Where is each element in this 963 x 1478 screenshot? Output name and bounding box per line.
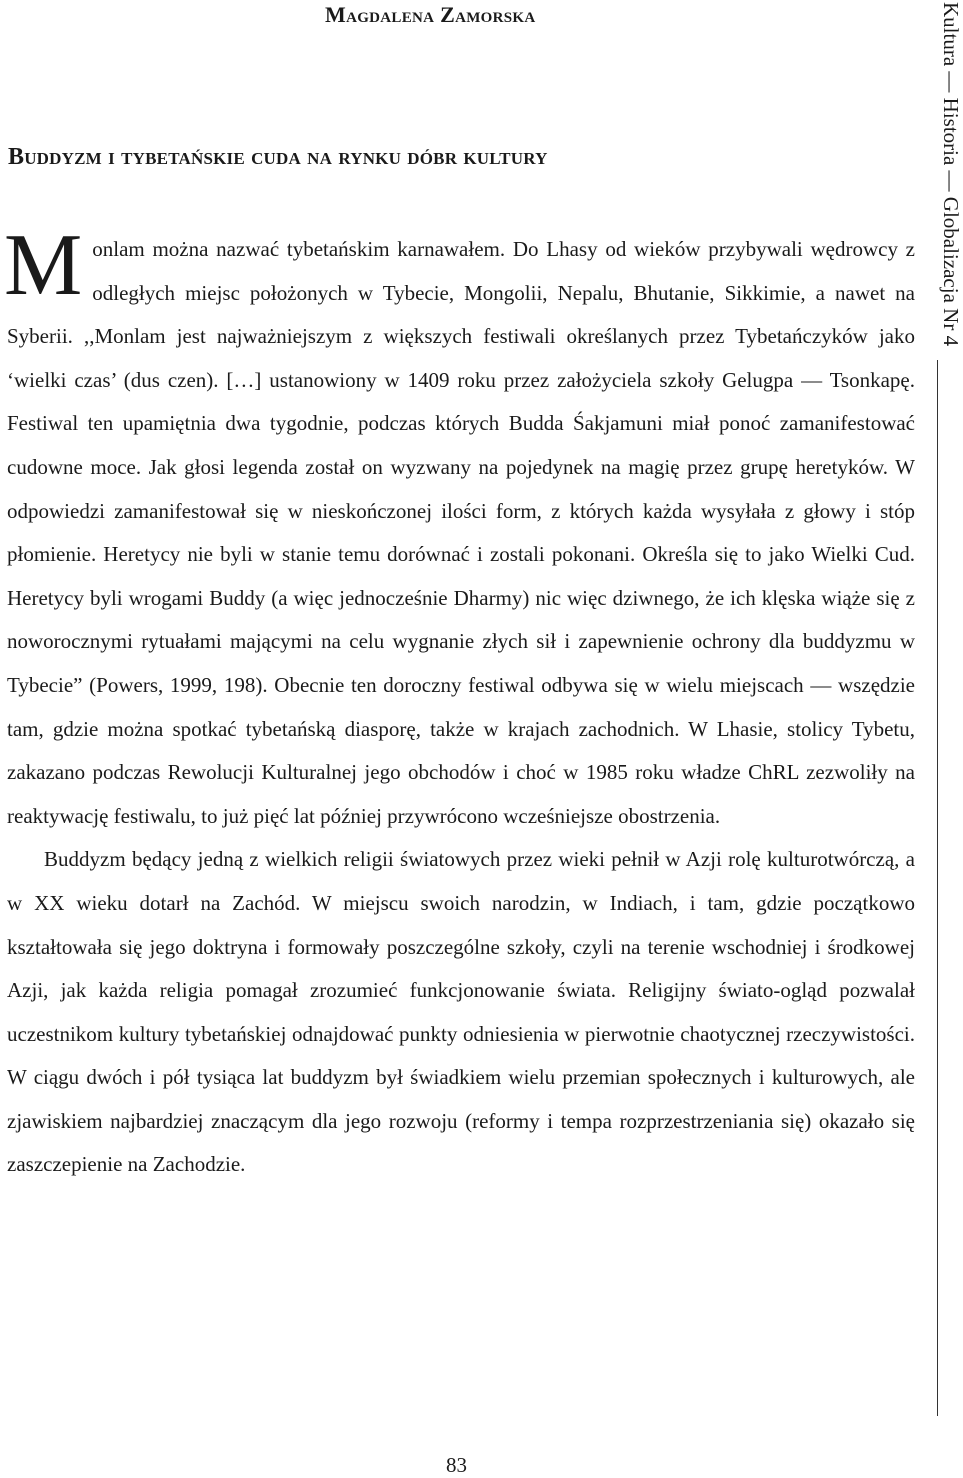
article-body [4, 217, 915, 1187]
sidebar-rule [937, 360, 938, 1416]
paragraph-2: Buddyzm będący jedną z wielkich religii światowych przez wieki pełnił w Azji rolę kulturotwórczą, a w XX wieku dotarł na Zachód. W miejscu swoich narodzin, w Indiach, i tam, gdzie początkowo kształtowała się jego doktryna i formowały poszczególne szkoły, czyli na terenie wschodniej i środkowej Azji, jak każda religia pomagał zrozumieć funkcjonowanie świata. Religijny świato-ogląd pozwalał uczestnikom kultury tybetańskiej odnajdować punkty odniesienia w pierwotnie chaotycznej rzeczywistości. W ciągu dwóch i pół tysiąca lat buddyzm był świadkiem wielu przemian społecznych i kulturowych, ale zjawiskiem najbardziej znaczącym dla jego rozwoju (reformy i tempa rozprzestrzeniania się) okazało się zaszczepienie na Zachodzie. [7, 847, 915, 1177]
article-title: Buddyzm i tybetańskie cuda na rynku dóbr kultury [8, 144, 548, 170]
journal-name: Kultura — Historia — Globalizacja Nr 4 [939, 2, 963, 347]
author-name: Magdalena Zamorska [325, 2, 536, 27]
drop-cap: M [4, 217, 83, 314]
journal-sidebar [936, 0, 963, 1416]
paragraph-1 [4, 217, 915, 838]
paragraph-1-text: onlam można nazwać tybetańskim karnawałem. Do Lhasy od wieków przybywali wędrowcy z odległych miejsc położonych w Tybecie, Mongolii, Nepalu, Bhutanie, Sikkimie, a nawet na Syberii. ,,Monlam jest najważniejszym z większych festiwali określanych przez Tybetańczyków jako ‘wielki czas’ (dus czen). […] ustanowiony w 1409 roku przez założyciela szkoły Gelugpa — Tsonkapę. Festiwal ten upamiętnia dwa tygodnie, podczas których Budda Śakjamuni miał ponoć zamanifestować cudowne moce. Jak głosi legenda został on wyzwany na pojedynek na magię przez grupę heretyków. W odpowiedzi zamanifestował się w nieskończonej ilości form, z których każda wysyłała z głowy i stóp płomienie. Heretycy nie byli w stanie temu dorównać i zostali pokonani. Określa się to jako Wielki Cud. Heretycy byli wrogami Buddy (a więc jednocześnie Dharmy) nic więc dziwnego, że ich klęska wiąże się z noworocznymi rytuałami mającymi na celu wygnanie złych sił i zapewnienie ochrony dla buddyzmu w Tybecie” (Powers, 1999, 198). Obecnie ten doroczny festiwal odbywa się w wielu miejscach — wszędzie tam, gdzie można spotkać tybetańską diasporę, także w krajach zachodnich. W Lhasie, stolicy Tybetu, zakazano podczas Rewolucji Kulturalnej jego obchodów i choć w 1985 roku władze ChRL zezwoliły na reaktywację festiwalu, to już pięć lat później przywrócono wcześniejsze obostrzenia. [7, 237, 915, 828]
page-number: 83 [446, 1453, 467, 1477]
